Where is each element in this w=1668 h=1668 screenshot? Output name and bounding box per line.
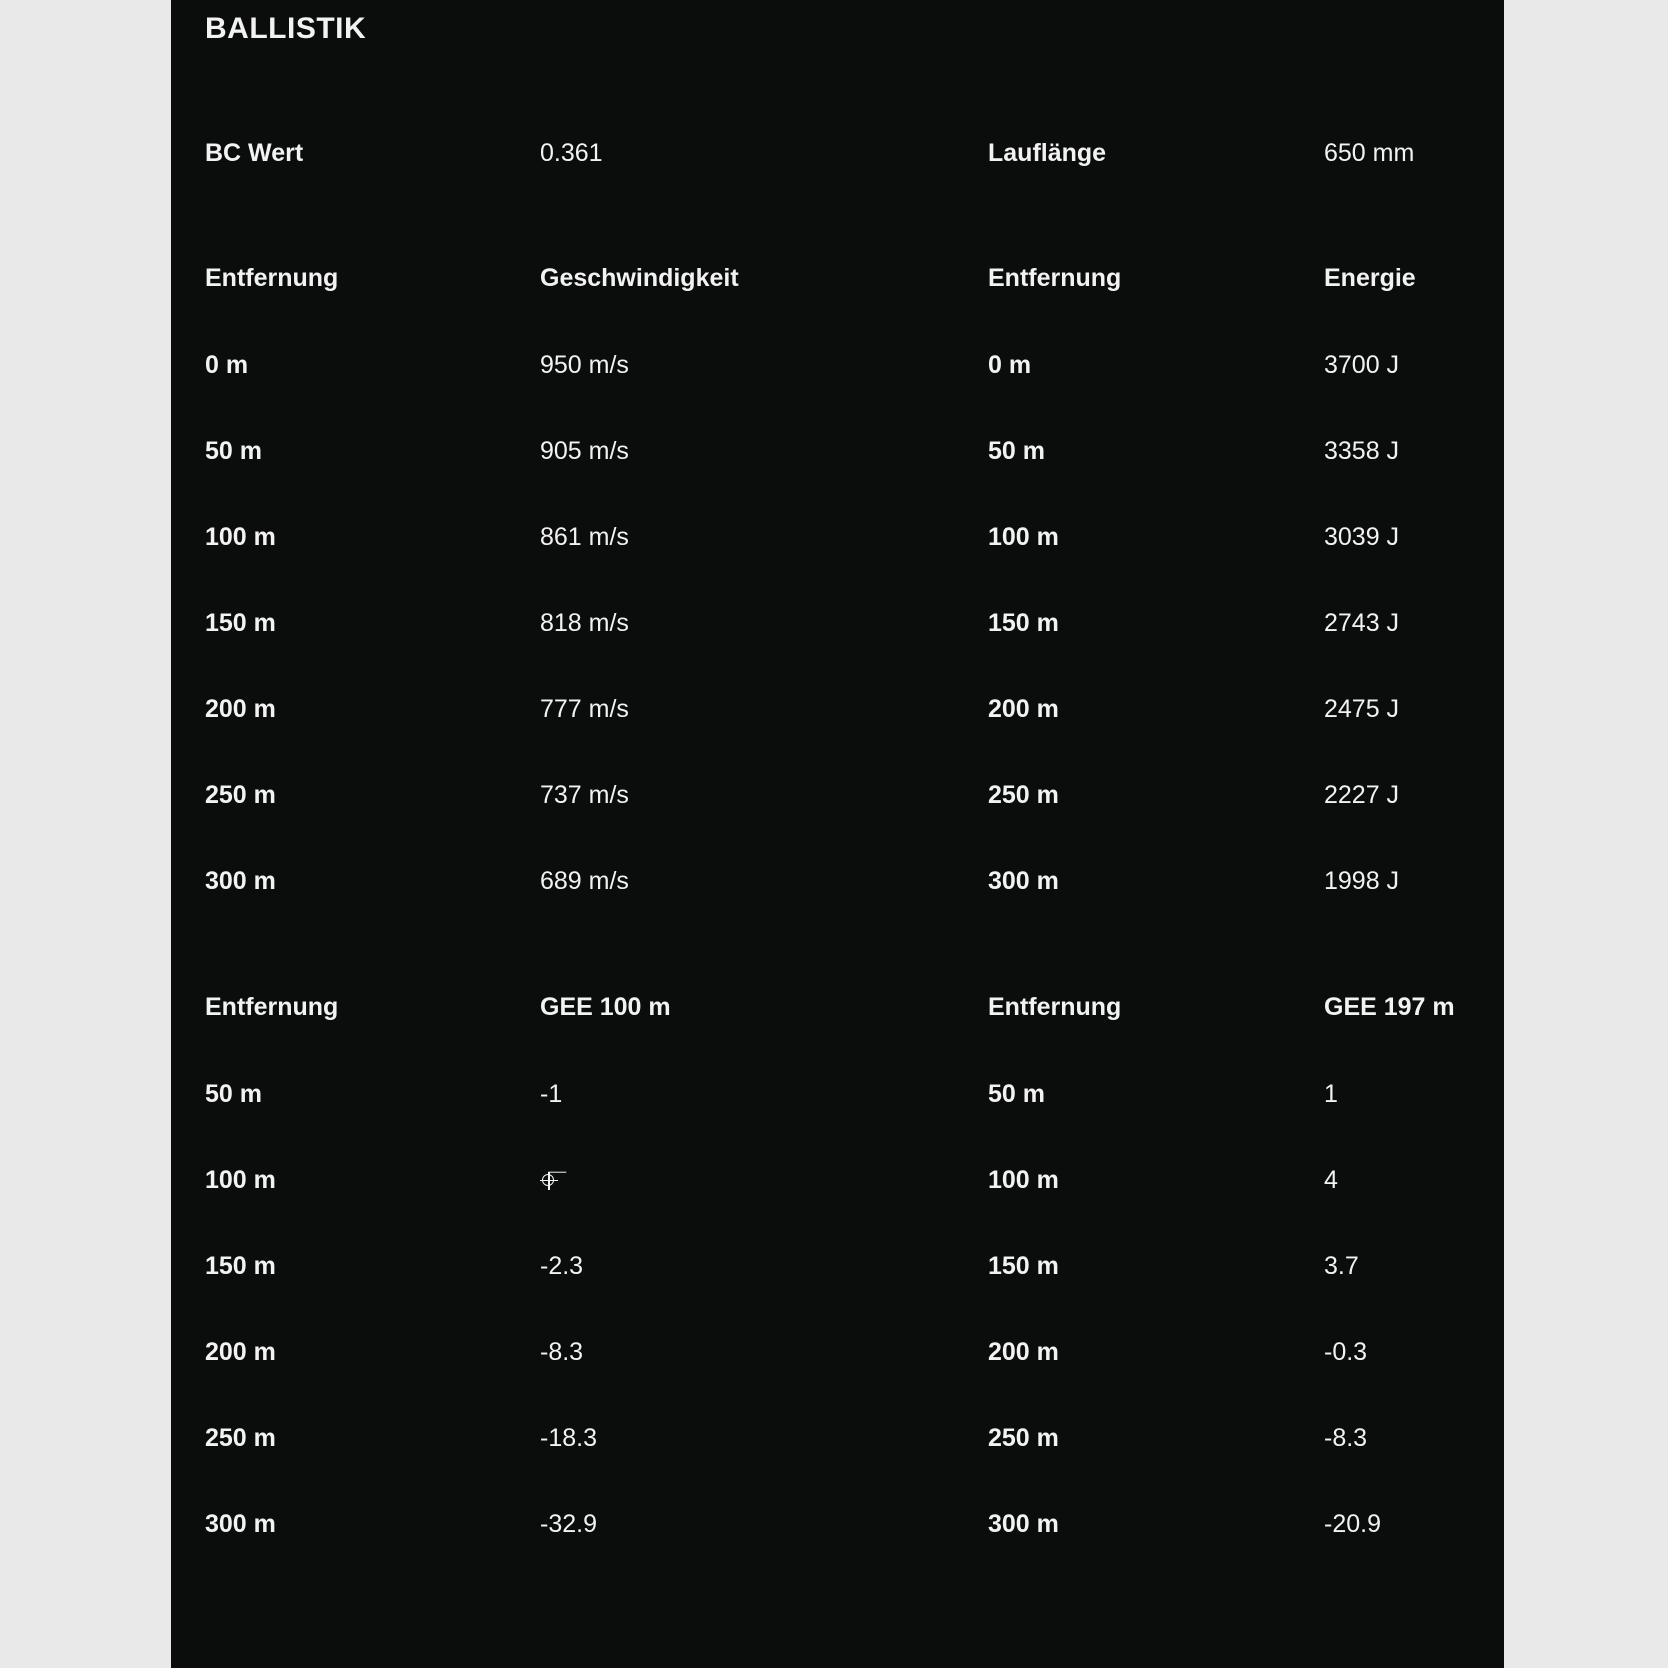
column-header-velocity: Geschwindigkeit	[540, 264, 739, 292]
cell-velocity: 689 m/s	[540, 867, 629, 895]
cell-velocity: 861 m/s	[540, 523, 629, 551]
table-header-gee	[205, 995, 1470, 1020]
cell-energy: 3358 J	[1324, 437, 1400, 465]
cell-gee-197: -8.3	[1324, 1424, 1368, 1452]
cell-distance: 0 m	[988, 351, 1032, 379]
table-row	[205, 869, 1470, 894]
cell-energy: 2227 J	[1324, 781, 1400, 809]
column-header-distance-right: Entfernung	[988, 264, 1122, 292]
cell-gee-100: -32.9	[540, 1510, 597, 1538]
cell-distance: 100 m	[205, 1166, 276, 1194]
cell-energy: 3039 J	[1324, 523, 1400, 551]
cell-distance: 200 m	[988, 695, 1059, 723]
cell-distance: 50 m	[988, 437, 1045, 465]
cell-energy: 2475 J	[1324, 695, 1400, 723]
cell-distance: 150 m	[205, 609, 276, 637]
cell-gee-100: -18.3	[540, 1424, 597, 1452]
cell-distance: 100 m	[205, 523, 276, 551]
cell-distance: 150 m	[205, 1252, 276, 1280]
cell-distance: 150 m	[988, 1252, 1059, 1280]
cell-distance: 200 m	[988, 1338, 1059, 1366]
spec-label-bc: BC Wert	[205, 139, 304, 167]
ballistics-panel	[171, 0, 1504, 1668]
cell-distance: 0 m	[205, 351, 249, 379]
cell-distance: 250 m	[205, 781, 276, 809]
cell-gee-197: -20.9	[1324, 1510, 1381, 1538]
cell-distance: 300 m	[205, 867, 276, 895]
column-header-energy: Energie	[1324, 264, 1416, 292]
column-header-distance-left: Entfernung	[205, 993, 339, 1021]
table-row	[205, 1512, 1470, 1537]
cell-distance: 100 m	[988, 1166, 1059, 1194]
column-header-distance-right: Entfernung	[988, 993, 1122, 1021]
column-header-gee-100: GEE 100 m	[540, 993, 671, 1021]
cell-distance: 200 m	[205, 1338, 276, 1366]
spec-value-barrel-length: 650 mm	[1324, 139, 1415, 167]
table-row	[205, 697, 1470, 722]
cell-energy: 2743 J	[1324, 609, 1400, 637]
cell-gee-197: -0.3	[1324, 1338, 1368, 1366]
cell-distance: 250 m	[988, 1424, 1059, 1452]
cell-distance: 150 m	[988, 609, 1059, 637]
cell-gee-197: 4	[1324, 1166, 1338, 1194]
cell-distance: 50 m	[205, 1080, 262, 1108]
column-header-gee-197: GEE 197 m	[1324, 993, 1455, 1021]
table-row	[205, 1426, 1470, 1451]
table-row	[205, 1168, 1470, 1193]
spec-label-barrel-length: Lauflänge	[988, 139, 1107, 167]
cell-distance: 300 m	[988, 1510, 1059, 1538]
cell-velocity: 950 m/s	[540, 351, 629, 379]
cell-distance: 250 m	[205, 1424, 276, 1452]
cell-distance: 50 m	[988, 1080, 1045, 1108]
table-row	[205, 1340, 1470, 1365]
cell-energy: 1998 J	[1324, 867, 1400, 895]
table-row	[205, 353, 1470, 378]
cell-distance: 200 m	[205, 695, 276, 723]
table-row	[205, 525, 1470, 550]
cell-gee-100-zero	[540, 1168, 988, 1193]
cell-distance: 50 m	[205, 437, 262, 465]
spec-value-bc: 0.361	[540, 139, 603, 167]
cell-velocity: 737 m/s	[540, 781, 629, 809]
cell-velocity: 777 m/s	[540, 695, 629, 723]
spec-row	[205, 141, 1470, 166]
cell-gee-100: -8.3	[540, 1338, 584, 1366]
cell-gee-100: -2.3	[540, 1252, 584, 1280]
table-header-velocity-energy	[205, 266, 1470, 291]
table-row	[205, 439, 1470, 464]
table-row	[205, 611, 1470, 636]
cell-gee-197: 3.7	[1324, 1252, 1359, 1280]
cell-distance: 300 m	[205, 1510, 276, 1538]
cell-distance: 100 m	[988, 523, 1059, 551]
cell-gee-197: 1	[1324, 1080, 1338, 1108]
table-row	[205, 1254, 1470, 1279]
column-header-distance-left: Entfernung	[205, 264, 339, 292]
cell-velocity: 905 m/s	[540, 437, 629, 465]
cell-distance: 250 m	[988, 781, 1059, 809]
table-row	[205, 1082, 1470, 1107]
cell-energy: 3700 J	[1324, 351, 1400, 379]
cell-distance: 300 m	[988, 867, 1059, 895]
cell-velocity: 818 m/s	[540, 609, 629, 637]
crosshair-icon	[540, 1172, 558, 1190]
page-title: BALLISTIK	[205, 12, 367, 45]
cell-gee-100: -1	[540, 1080, 563, 1108]
table-row	[205, 783, 1470, 808]
